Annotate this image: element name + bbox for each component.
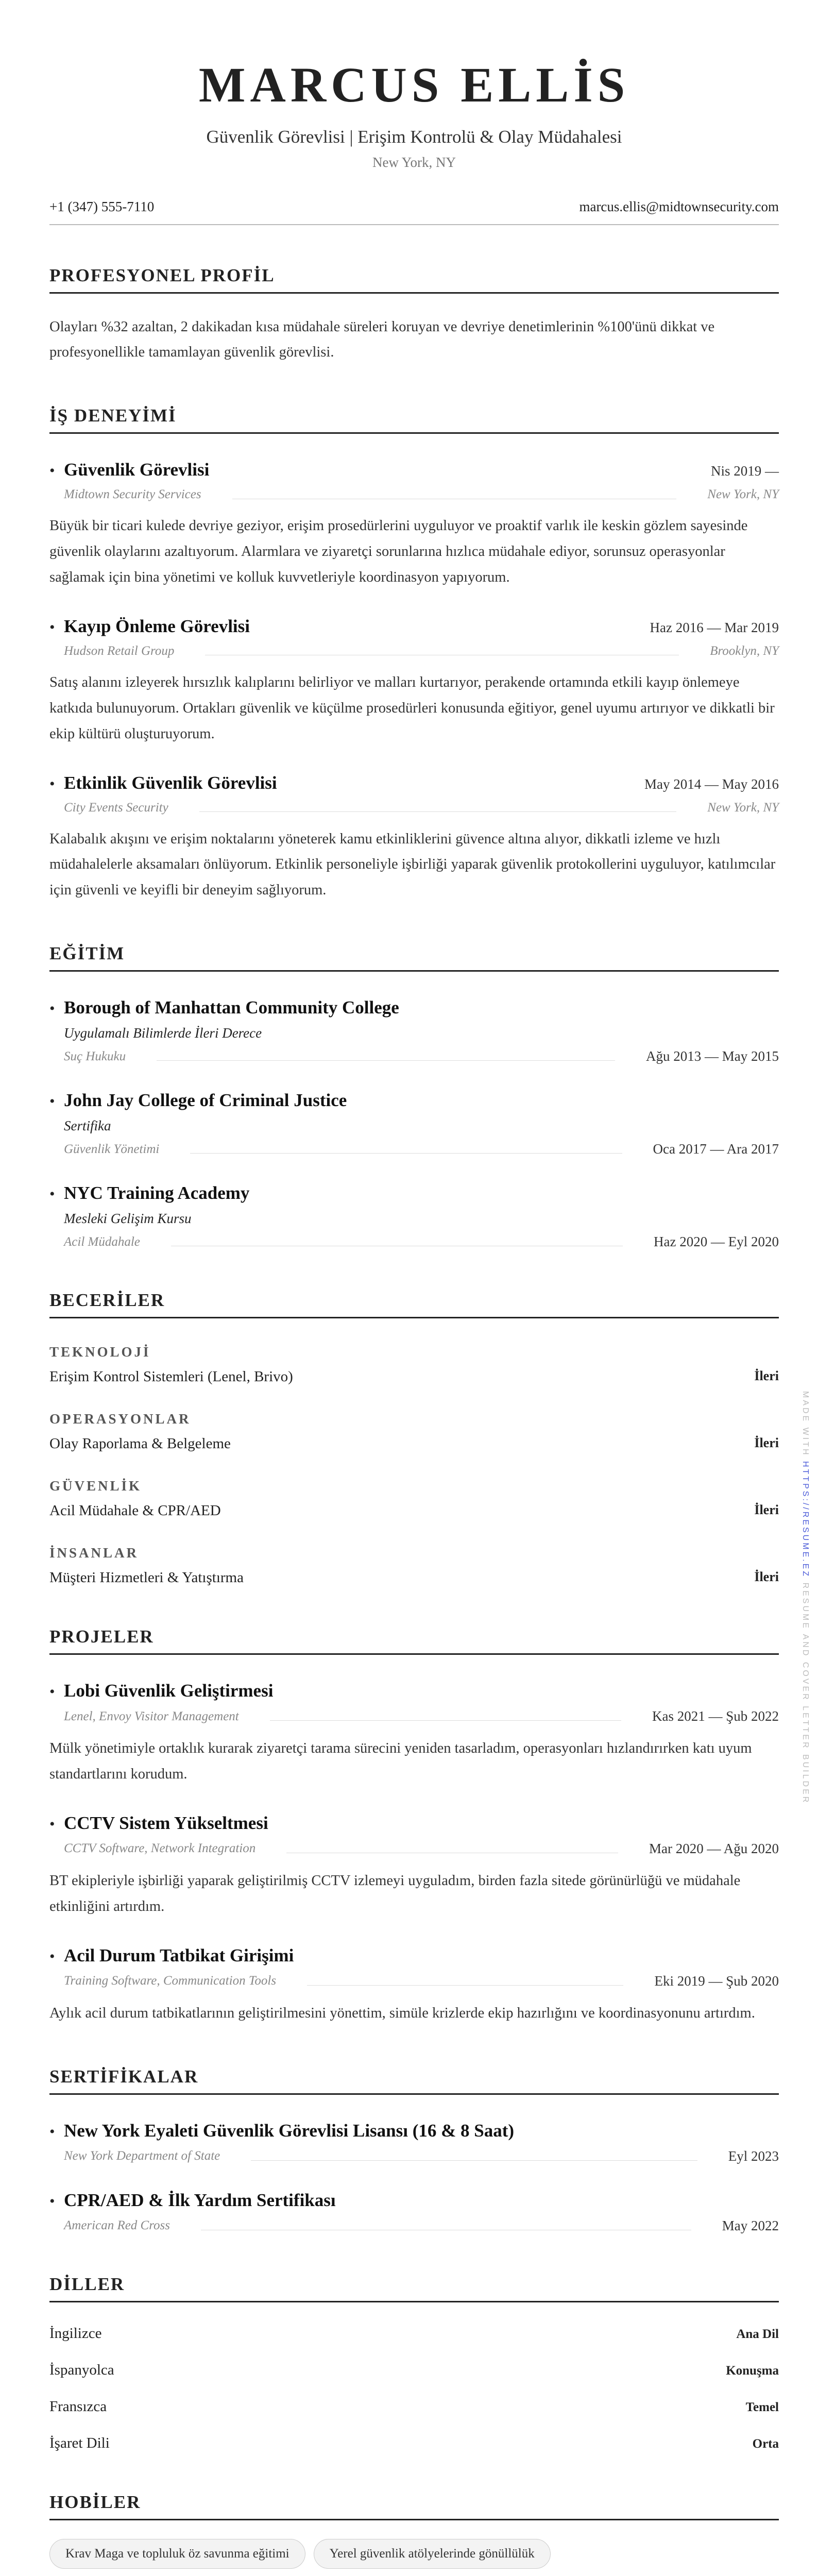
projects-section — [49, 1626, 779, 2026]
language-row — [49, 2398, 779, 2415]
language-name: Fransızca — [49, 2398, 107, 2415]
education-section — [49, 943, 779, 1250]
field-of-study: Suç Hukuku — [64, 1049, 126, 1063]
skill-level: İleri — [754, 1435, 779, 1451]
project-tools: Training Software, Communication Tools — [64, 1974, 277, 1988]
section-title: İŞ DENEYİMİ — [49, 405, 779, 434]
skill-name: Müşteri Hizmetleri & Yatıştırma — [49, 1569, 244, 1586]
candidate-tagline: Güvenlik Görevlisi | Erişim Kontrolü & Olay Müdahalesi — [206, 126, 622, 147]
bullet-icon: • — [49, 1815, 55, 1833]
project-date: Mar 2020 — Ağu 2020 — [649, 1840, 779, 1856]
skill-category: OPERASYONLAR — [49, 1411, 191, 1427]
language-name: İşaret Dili — [49, 2434, 110, 2451]
language-row — [49, 2362, 779, 2379]
skill-category: İNSANLAR — [49, 1545, 139, 1561]
school-name: Borough of Manhattan Community College — [64, 997, 399, 1018]
email-text: marcus.ellis@midtownsecurity.com — [579, 198, 779, 214]
skill-level: İleri — [754, 1502, 779, 1518]
job-title: Etkinlik Güvenlik Görevlisi — [64, 772, 277, 793]
job-location: Brooklyn, NY — [710, 643, 779, 658]
hobbies-section — [49, 2492, 779, 2576]
language-level: Orta — [752, 2436, 779, 2451]
hobby-chip: Yerel güvenlik atölyelerinde gönüllülük — [314, 2539, 551, 2569]
education-entry — [49, 1183, 779, 1250]
experience-entry — [49, 616, 779, 747]
job-title: Güvenlik Görevlisi — [64, 460, 210, 480]
language-row — [49, 2435, 779, 2452]
language-name: İspanyolca — [49, 2361, 114, 2378]
certification-entry — [49, 2121, 779, 2164]
contact-row — [49, 199, 779, 225]
education-entry — [49, 1090, 779, 1157]
language-name: İngilizce — [49, 2325, 102, 2342]
watermark-link[interactable]: HTTPS://RESUME.EZ — [801, 1461, 810, 1579]
section-title: PROJELER — [49, 1626, 779, 1655]
skill-level: İleri — [754, 1368, 779, 1384]
languages-section — [49, 2274, 779, 2452]
bullet-icon: • — [49, 1000, 55, 1018]
section-title: HOBİLER — [49, 2492, 779, 2520]
bullet-icon: • — [49, 618, 55, 636]
project-name: Acil Durum Tatbikat Girişimi — [64, 1945, 294, 1965]
watermark-suffix: RESUME AND COVER LETTER BUILDER — [801, 1582, 810, 1805]
divider — [270, 1720, 621, 1721]
section-title: EĞİTİM — [49, 943, 779, 972]
certification-name: CPR/AED & İlk Yardım Sertifikası — [64, 2190, 336, 2210]
experience-entry — [49, 773, 779, 904]
skill-category: TEKNOLOJİ — [49, 1344, 151, 1360]
degree-text: Sertifika — [64, 1118, 111, 1134]
skill-row — [49, 1569, 779, 1586]
experience-section — [49, 405, 779, 903]
field-of-study: Güvenlik Yönetimi — [64, 1142, 160, 1156]
section-title: DİLLER — [49, 2274, 779, 2302]
divider — [199, 811, 677, 812]
project-tools: CCTV Software, Network Integration — [64, 1841, 256, 1856]
hobby-chips — [49, 2539, 779, 2576]
field-of-study: Acil Müdahale — [64, 1234, 140, 1249]
school-name: John Jay College of Criminal Justice — [64, 1090, 347, 1111]
skill-name: Erişim Kontrol Sistemleri (Lenel, Brivo) — [49, 1368, 293, 1385]
divider — [251, 2160, 697, 2161]
job-description: Büyük bir ticari kulede devriye geziyor, erişim prosedürlerini uyguluyor ve proaktif varlık ile keskin gözlem sayesinde güvenlik olaylarını azaltıyorum. Alarmlara ve ziyaretçi sorunlarına hızlıca müdahale ediyor, sorunsuz operasyonlar sağlamak için bina yönetimi ve kolluk kuvvetleriyle koordinasyon yapıyorum. — [49, 518, 748, 586]
skill-row — [49, 1502, 779, 1519]
job-date: Nis 2019 — — [710, 463, 779, 479]
language-list — [49, 2325, 779, 2452]
certification-date: May 2022 — [722, 2217, 779, 2233]
language-row — [49, 2325, 779, 2342]
language-level: Ana Dil — [736, 2327, 779, 2341]
builder-watermark — [799, 1391, 810, 1804]
phone-text: +1 (347) 555-7110 — [49, 198, 155, 214]
bullet-icon: • — [49, 2192, 55, 2210]
bullet-icon: • — [49, 1947, 55, 1965]
education-date: Haz 2020 — Eyl 2020 — [654, 1234, 779, 1250]
section-title: BECERİLER — [49, 1290, 779, 1318]
project-description: BT ekipleriyle işbirliği yaparak geliştirilmiş CCTV izlemeyi uyguladım, birden fazla sitede görünürlüğü ve müdahale etkinliğini artırdım. — [49, 1872, 741, 1914]
project-entry — [49, 1813, 779, 1920]
project-date: Kas 2021 — Şub 2022 — [652, 1708, 779, 1724]
skill-level: İleri — [754, 1569, 779, 1585]
project-entry — [49, 1945, 779, 2026]
candidate-location: New York, NY — [372, 154, 456, 170]
project-tools: Lenel, Envoy Visitor Management — [64, 1709, 239, 1723]
resume-page — [49, 0, 779, 2576]
bullet-icon: • — [49, 1185, 55, 1203]
job-description: Satış alanını izleyerek hırsızlık kalıplarını belirliyor ve malları kurtarıyor, perakende ortamında etkili kayıp önlemeye katkıda bulunuyorum. Ortakları güvenlik ve küçülme prosedürleri konusunda eğitiyor, genel uyumu artırıyor ve dikkatli bir ekip kültürü oluşturuyorum. — [49, 674, 775, 742]
certification-entry — [49, 2190, 779, 2234]
skills-section — [49, 1290, 779, 1586]
certification-issuer: American Red Cross — [64, 2218, 170, 2233]
job-date: May 2014 — May 2016 — [644, 776, 779, 792]
language-level: Konuşma — [726, 2363, 779, 2378]
divider — [307, 1985, 623, 1986]
job-description: Kalabalık akışını ve erişim noktalarını yöneterek kamu etkinliklerini güvence altına alıyor, dikkatli izleme ve hızlı müdahalelerle aksamaları önlüyorum. Etkinlik personeliyle işbirliği yaparak güvenlik protokollerini uyguluyor, katılımcılar için güvenli ve keyifli bir deneyim sağlıyorum. — [49, 831, 776, 899]
experience-entry — [49, 460, 779, 590]
job-location: New York, NY — [707, 800, 779, 815]
skill-category: GÜVENLİK — [49, 1478, 142, 1494]
company-name: Midtown Security Services — [64, 487, 201, 502]
bullet-icon: • — [49, 775, 55, 792]
degree-text: Uygulamalı Bilimlerde İleri Derece — [64, 1025, 262, 1041]
certification-name: New York Eyaleti Güvenlik Görevlisi Lisansı (16 & 8 Saat) — [64, 2120, 515, 2141]
job-title: Kayıp Önleme Görevlisi — [64, 616, 250, 636]
certification-date: Eyl 2023 — [728, 2148, 779, 2164]
company-name: Hudson Retail Group — [64, 643, 175, 658]
project-entry — [49, 1681, 779, 1787]
candidate-name: MARCUS ELLİS — [198, 57, 630, 112]
project-name: Lobi Güvenlik Geliştirmesi — [64, 1681, 274, 1701]
project-name: CCTV Sistem Yükseltmesi — [64, 1812, 268, 1833]
bullet-icon: • — [49, 462, 55, 480]
skill-row — [49, 1368, 779, 1385]
degree-text: Mesleki Gelişim Kursu — [64, 1211, 192, 1227]
company-name: City Events Security — [64, 800, 168, 815]
profile-section — [49, 265, 779, 366]
section-title: PROFESYONEL PROFİL — [49, 265, 779, 294]
divider — [157, 1060, 615, 1061]
skill-name: Olay Raporlama & Belgeleme — [49, 1435, 231, 1452]
education-date: Oca 2017 — Ara 2017 — [653, 1141, 779, 1157]
job-location: New York, NY — [707, 487, 779, 502]
bullet-icon: • — [49, 2123, 55, 2140]
certifications-section — [49, 2066, 779, 2234]
skill-row — [49, 1435, 779, 1452]
education-entry — [49, 997, 779, 1064]
project-description: Aylık acil durum tatbikatlarının geliştirilmesini yönettim, simüle krizlerde ekip hazırlığını ve koordinasyonunu artırdım. — [49, 2005, 755, 2021]
project-date: Eki 2019 — Şub 2020 — [654, 1973, 779, 1989]
job-date: Haz 2016 — Mar 2019 — [650, 619, 779, 635]
project-description: Mülk yönetimiyle ortaklık kurarak ziyaretçi tarama sürecini yeniden tasarladım, operasyonları hızlandırırken katı uyum standartlarını korudum. — [49, 1740, 752, 1783]
education-date: Ağu 2013 — May 2015 — [646, 1048, 779, 1064]
divider — [190, 1153, 622, 1154]
certification-issuer: New York Department of State — [64, 2149, 220, 2163]
watermark-prefix: MADE WITH — [801, 1391, 810, 1457]
language-level: Temel — [745, 2400, 779, 2414]
profile-text: Olayları %32 azaltan, 2 dakikadan kısa müdahale süreleri koruyan ve devriye denetimlerinin %100'ünü dikkat ve profesyonellikle tamamlayan güvenlik görevlisi. — [49, 318, 715, 361]
school-name: NYC Training Academy — [64, 1183, 250, 1204]
section-title: SERTİFİKALAR — [49, 2066, 779, 2095]
bullet-icon: • — [49, 1683, 55, 1701]
skill-name: Acil Müdahale & CPR/AED — [49, 1502, 221, 1519]
hobby-chip: Krav Maga ve topluluk öz savunma eğitimi — [49, 2539, 305, 2569]
bullet-icon: • — [49, 1093, 55, 1110]
